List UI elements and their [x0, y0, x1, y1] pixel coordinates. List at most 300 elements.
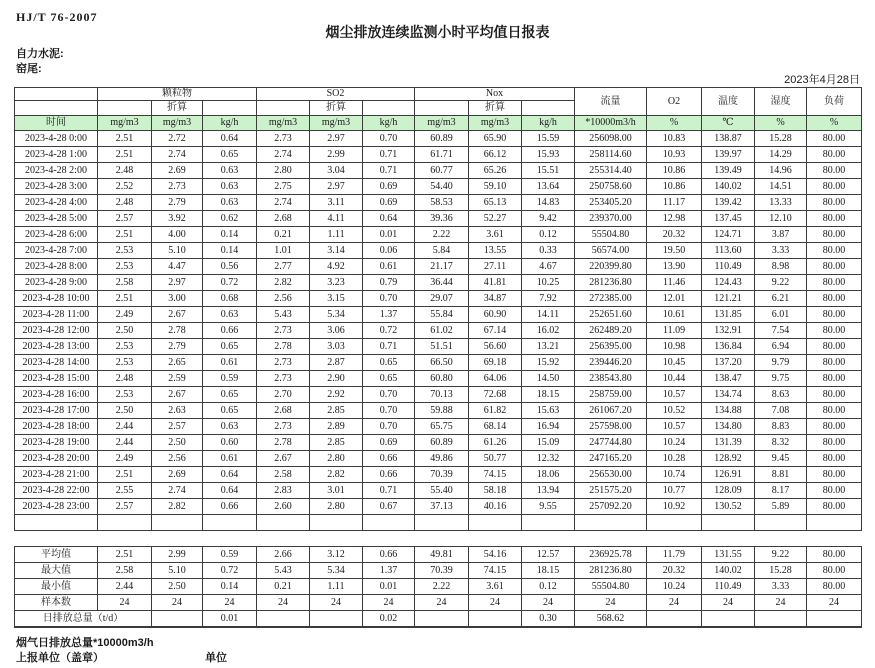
reporting-unit-stamp-label: 上报单位（盖章） [16, 652, 104, 664]
value-cell: 250758.60 [575, 179, 647, 195]
unit-cell: kg/h [203, 116, 257, 131]
value-cell: 80.00 [807, 179, 862, 195]
value-cell: 0.70 [363, 403, 415, 419]
value-cell: 140.02 [702, 179, 755, 195]
value-cell: 2.50 [98, 323, 152, 339]
value-cell: 0.56 [203, 259, 257, 275]
summary-value-cell: 5.43 [257, 563, 310, 579]
daily-total-label: 日排放总量（t/d） [15, 611, 152, 628]
value-cell: 2.50 [98, 403, 152, 419]
value-cell: 51.51 [415, 339, 469, 355]
value-cell: 80.00 [807, 435, 862, 451]
unit-cell: mg/m3 [415, 116, 469, 131]
summary-value-cell: 24 [203, 595, 257, 611]
value-cell: 256395.00 [575, 339, 647, 355]
value-cell: 80.00 [807, 403, 862, 419]
value-cell: 9.42 [522, 211, 575, 227]
table-row [15, 131, 862, 147]
table-row [15, 371, 862, 387]
value-cell: 21.17 [415, 259, 469, 275]
value-cell: 80.00 [807, 147, 862, 163]
summary-value-cell: 20.32 [647, 563, 702, 579]
value-cell: 2.50 [152, 435, 203, 451]
value-cell: 3.00 [152, 291, 203, 307]
value-cell: 10.25 [522, 275, 575, 291]
summary-value-cell: 2.58 [98, 563, 152, 579]
value-cell: 0.01 [363, 227, 415, 243]
unit-label: 单位 [205, 652, 228, 664]
summary-value-cell: 49.81 [415, 547, 469, 563]
value-cell: 252651.60 [575, 307, 647, 323]
table-row [15, 467, 862, 483]
value-cell: 14.83 [522, 195, 575, 211]
value-cell: 2.74 [257, 195, 310, 211]
value-cell: 261067.20 [575, 403, 647, 419]
value-cell: 2.89 [310, 419, 363, 435]
time-cell: 2023-4-28 14:00 [15, 355, 98, 371]
time-cell: 2023-4-28 16:00 [15, 387, 98, 403]
summary-label: 最小值 [15, 579, 98, 595]
value-cell: 10.45 [647, 355, 702, 371]
unit-cell: mg/m3 [98, 116, 152, 131]
value-cell: 61.71 [415, 147, 469, 163]
value-cell: 11.46 [647, 275, 702, 291]
value-cell: 0.63 [203, 179, 257, 195]
value-cell: 10.93 [647, 147, 702, 163]
summary-label: 最大值 [15, 563, 98, 579]
value-cell: 13.21 [522, 339, 575, 355]
value-cell: 2.65 [152, 355, 203, 371]
summary-value-cell: 55504.80 [575, 579, 647, 595]
value-cell: 54.40 [415, 179, 469, 195]
table-row [15, 275, 862, 291]
value-cell: 18.15 [522, 387, 575, 403]
value-cell: 0.70 [363, 387, 415, 403]
table-row [15, 483, 862, 499]
value-cell: 0.65 [363, 355, 415, 371]
time-cell: 2023-4-28 18:00 [15, 419, 98, 435]
value-cell: 247165.20 [575, 451, 647, 467]
value-cell: 15.09 [522, 435, 575, 451]
value-cell: 2.53 [98, 243, 152, 259]
summary-value-cell: 24 [469, 595, 522, 611]
summary-value-cell: 74.15 [469, 563, 522, 579]
value-cell: 10.57 [647, 387, 702, 403]
daily-total-cell: 0.02 [363, 611, 415, 628]
value-cell: 2.48 [98, 195, 152, 211]
value-cell: 6.01 [755, 307, 807, 323]
value-cell: 132.91 [702, 323, 755, 339]
value-cell: 0.14 [203, 227, 257, 243]
value-cell: 0.71 [363, 339, 415, 355]
empty-cell [15, 515, 98, 531]
value-cell: 0.12 [522, 227, 575, 243]
summary-value-cell: 131.55 [702, 547, 755, 563]
value-cell: 2.22 [415, 227, 469, 243]
value-cell: 7.92 [522, 291, 575, 307]
time-cell: 2023-4-28 8:00 [15, 259, 98, 275]
value-cell: 2.53 [98, 339, 152, 355]
unit-cell: % [647, 116, 702, 131]
value-cell: 0.69 [363, 179, 415, 195]
daily-total-cell [469, 611, 522, 628]
value-cell: 18.06 [522, 467, 575, 483]
summary-row [15, 595, 862, 611]
value-cell: 2.68 [257, 211, 310, 227]
empty-cell [257, 101, 310, 116]
value-cell: 5.89 [755, 499, 807, 515]
value-cell: 2.73 [152, 179, 203, 195]
summary-value-cell: 80.00 [807, 579, 862, 595]
value-cell: 3.92 [152, 211, 203, 227]
col-temperature: 温度 [702, 88, 755, 116]
value-cell: 2.44 [98, 419, 152, 435]
value-cell: 10.77 [647, 483, 702, 499]
value-cell: 139.97 [702, 147, 755, 163]
daily-total-cell [257, 611, 310, 628]
summary-label: 样本数 [15, 595, 98, 611]
value-cell: 10.44 [647, 371, 702, 387]
summary-value-cell: 24 [522, 595, 575, 611]
value-cell: 80.00 [807, 323, 862, 339]
daily-total-cell [152, 611, 203, 628]
flue-gas-total-note: 烟气日排放总量*10000m3/h [16, 637, 154, 649]
value-cell: 0.60 [203, 435, 257, 451]
value-cell: 80.00 [807, 195, 862, 211]
summary-value-cell: 24 [807, 595, 862, 611]
value-cell: 136.84 [702, 339, 755, 355]
table-row [15, 339, 862, 355]
time-cell: 2023-4-28 22:00 [15, 483, 98, 499]
company-name: 自力水泥: [16, 48, 64, 60]
value-cell: 12.01 [647, 291, 702, 307]
value-cell: 29.07 [415, 291, 469, 307]
value-cell: 5.84 [415, 243, 469, 259]
col-group-particulate: 颗粒物 [98, 88, 257, 101]
unit-cell: *10000m3/h [575, 116, 647, 131]
value-cell: 128.92 [702, 451, 755, 467]
summary-value-cell: 2.22 [415, 579, 469, 595]
unit-cell: mg/m3 [257, 116, 310, 131]
value-cell: 2.53 [98, 259, 152, 275]
value-cell: 14.51 [755, 179, 807, 195]
table-row [15, 163, 862, 179]
page-title: 烟尘排放连续监测小时平均值日报表 [325, 24, 550, 40]
value-cell: 12.98 [647, 211, 702, 227]
value-cell: 80.00 [807, 211, 862, 227]
daily-total-cell [415, 611, 469, 628]
value-cell: 80.00 [807, 243, 862, 259]
summary-value-cell: 24 [575, 595, 647, 611]
header-row-units [15, 116, 862, 131]
value-cell: 10.52 [647, 403, 702, 419]
col-o2: O2 [647, 88, 702, 116]
value-cell: 10.86 [647, 179, 702, 195]
daily-total-row [15, 611, 862, 628]
time-cell: 2023-4-28 9:00 [15, 275, 98, 291]
col-humidity: 湿度 [755, 88, 807, 116]
value-cell: 3.03 [310, 339, 363, 355]
value-cell: 68.14 [469, 419, 522, 435]
value-cell: 0.14 [203, 243, 257, 259]
value-cell: 0.63 [203, 307, 257, 323]
value-cell: 2.73 [257, 355, 310, 371]
value-cell: 10.57 [647, 419, 702, 435]
time-cell: 2023-4-28 10:00 [15, 291, 98, 307]
time-cell: 2023-4-28 21:00 [15, 467, 98, 483]
value-cell: 134.74 [702, 387, 755, 403]
converted-label-pm: 折算 [152, 101, 203, 116]
summary-value-cell: 236925.78 [575, 547, 647, 563]
unit-cell: mg/m3 [310, 116, 363, 131]
value-cell: 2.51 [98, 147, 152, 163]
value-cell: 60.89 [415, 131, 469, 147]
value-cell: 2.69 [152, 163, 203, 179]
value-cell: 272385.00 [575, 291, 647, 307]
summary-value-cell: 0.14 [203, 579, 257, 595]
value-cell: 40.16 [469, 499, 522, 515]
value-cell: 281236.80 [575, 275, 647, 291]
value-cell: 2.53 [98, 355, 152, 371]
value-cell: 14.29 [755, 147, 807, 163]
value-cell: 2.70 [257, 387, 310, 403]
value-cell: 2.80 [310, 499, 363, 515]
value-cell: 58.53 [415, 195, 469, 211]
time-cell: 2023-4-28 23:00 [15, 499, 98, 515]
value-cell: 11.09 [647, 323, 702, 339]
value-cell: 257598.00 [575, 419, 647, 435]
daily-total-cell [310, 611, 363, 628]
value-cell: 13.94 [522, 483, 575, 499]
summary-value-cell: 5.34 [310, 563, 363, 579]
summary-value-cell: 0.72 [203, 563, 257, 579]
value-cell: 3.01 [310, 483, 363, 499]
summary-value-cell: 2.51 [98, 547, 152, 563]
value-cell: 2.67 [257, 451, 310, 467]
value-cell: 128.09 [702, 483, 755, 499]
value-cell: 19.50 [647, 243, 702, 259]
empty-cell [363, 515, 415, 531]
summary-table [14, 546, 862, 628]
table-row [15, 259, 862, 275]
value-cell: 2.73 [257, 323, 310, 339]
summary-value-cell: 0.01 [363, 579, 415, 595]
value-cell: 0.69 [363, 435, 415, 451]
value-cell: 80.00 [807, 371, 862, 387]
table-row [15, 291, 862, 307]
summary-value-cell: 24 [98, 595, 152, 611]
value-cell: 0.65 [203, 147, 257, 163]
value-cell: 0.70 [363, 419, 415, 435]
value-cell: 126.91 [702, 467, 755, 483]
value-cell: 2.79 [152, 339, 203, 355]
value-cell: 65.13 [469, 195, 522, 211]
value-cell: 0.64 [203, 467, 257, 483]
value-cell: 0.21 [257, 227, 310, 243]
value-cell: 10.28 [647, 451, 702, 467]
value-cell: 0.71 [363, 147, 415, 163]
value-cell: 2.99 [310, 147, 363, 163]
value-cell: 2.82 [310, 467, 363, 483]
value-cell: 2.68 [257, 403, 310, 419]
summary-rows [15, 547, 862, 628]
value-cell: 2.57 [98, 211, 152, 227]
value-cell: 10.92 [647, 499, 702, 515]
empty-cell [257, 515, 310, 531]
blank-row [15, 515, 862, 531]
table-row [15, 179, 862, 195]
summary-value-cell: 11.79 [647, 547, 702, 563]
value-cell: 0.66 [203, 323, 257, 339]
value-cell: 60.80 [415, 371, 469, 387]
time-cell: 2023-4-28 5:00 [15, 211, 98, 227]
table-row [15, 451, 862, 467]
table-row [15, 147, 862, 163]
value-cell: 80.00 [807, 275, 862, 291]
summary-value-cell: 12.57 [522, 547, 575, 563]
unit-cell: kg/h [522, 116, 575, 131]
value-cell: 0.64 [363, 211, 415, 227]
empty-cell [98, 515, 152, 531]
summary-row [15, 563, 862, 579]
value-cell: 247744.80 [575, 435, 647, 451]
value-cell: 2.97 [310, 131, 363, 147]
value-cell: 70.39 [415, 467, 469, 483]
empty-cell [702, 515, 755, 531]
time-cell: 2023-4-28 13:00 [15, 339, 98, 355]
value-cell: 15.63 [522, 403, 575, 419]
value-cell: 2.59 [152, 371, 203, 387]
summary-value-cell: 0.21 [257, 579, 310, 595]
time-cell: 2023-4-28 2:00 [15, 163, 98, 179]
value-cell: 3.14 [310, 243, 363, 259]
summary-value-cell: 5.10 [152, 563, 203, 579]
value-cell: 9.22 [755, 275, 807, 291]
value-cell: 80.00 [807, 451, 862, 467]
value-cell: 0.66 [203, 499, 257, 515]
value-cell: 65.26 [469, 163, 522, 179]
value-cell: 2.77 [257, 259, 310, 275]
value-cell: 80.00 [807, 467, 862, 483]
value-cell: 137.20 [702, 355, 755, 371]
value-cell: 15.28 [755, 131, 807, 147]
value-cell: 10.24 [647, 435, 702, 451]
empty-cell [755, 515, 807, 531]
summary-value-cell: 24 [647, 595, 702, 611]
value-cell: 258759.00 [575, 387, 647, 403]
summary-value-cell: 24 [152, 595, 203, 611]
value-cell: 61.02 [415, 323, 469, 339]
time-cell: 2023-4-28 6:00 [15, 227, 98, 243]
value-cell: 58.18 [469, 483, 522, 499]
summary-value-cell: 24 [755, 595, 807, 611]
value-cell: 0.61 [203, 451, 257, 467]
value-cell: 2.58 [257, 467, 310, 483]
value-cell: 80.00 [807, 307, 862, 323]
value-cell: 2.51 [98, 291, 152, 307]
value-cell: 9.55 [522, 499, 575, 515]
summary-value-cell: 1.11 [310, 579, 363, 595]
value-cell: 13.90 [647, 259, 702, 275]
value-cell: 220399.80 [575, 259, 647, 275]
value-cell: 59.88 [415, 403, 469, 419]
summary-value-cell: 0.66 [363, 547, 415, 563]
value-cell: 80.00 [807, 387, 862, 403]
summary-value-cell: 10.24 [647, 579, 702, 595]
summary-value-cell: 2.66 [257, 547, 310, 563]
value-cell: 12.32 [522, 451, 575, 467]
summary-value-cell: 0.12 [522, 579, 575, 595]
value-cell: 134.80 [702, 419, 755, 435]
summary-label: 平均值 [15, 547, 98, 563]
value-cell: 2.51 [98, 467, 152, 483]
value-cell: 15.59 [522, 131, 575, 147]
value-cell: 2.56 [152, 451, 203, 467]
time-cell: 2023-4-28 17:00 [15, 403, 98, 419]
main-data-table [14, 87, 862, 531]
value-cell: 2.74 [152, 147, 203, 163]
value-cell: 2.82 [152, 499, 203, 515]
value-cell: 2.73 [257, 131, 310, 147]
value-cell: 14.11 [522, 307, 575, 323]
empty-cell [203, 515, 257, 531]
value-cell: 8.63 [755, 387, 807, 403]
summary-value-cell: 9.22 [755, 547, 807, 563]
value-cell: 4.92 [310, 259, 363, 275]
table-row [15, 435, 862, 451]
value-cell: 72.68 [469, 387, 522, 403]
daily-total-cell [755, 611, 807, 628]
summary-value-cell: 24 [415, 595, 469, 611]
value-cell: 2.60 [257, 499, 310, 515]
time-cell: 2023-4-28 20:00 [15, 451, 98, 467]
value-cell: 2.78 [257, 339, 310, 355]
value-cell: 9.45 [755, 451, 807, 467]
summary-row [15, 579, 862, 595]
value-cell: 2.92 [310, 387, 363, 403]
col-flow: 流量 [575, 88, 647, 116]
time-cell: 2023-4-28 12:00 [15, 323, 98, 339]
value-cell: 2.74 [152, 483, 203, 499]
value-cell: 4.47 [152, 259, 203, 275]
summary-value-cell: 281236.80 [575, 563, 647, 579]
value-cell: 3.15 [310, 291, 363, 307]
value-cell: 5.34 [310, 307, 363, 323]
daily-total-cell [807, 611, 862, 628]
table-row [15, 211, 862, 227]
value-cell: 34.87 [469, 291, 522, 307]
value-cell: 2.80 [257, 163, 310, 179]
value-cell: 2.74 [257, 147, 310, 163]
value-cell: 59.10 [469, 179, 522, 195]
table-row [15, 243, 862, 259]
monitor-location: 窑尾: [16, 63, 42, 75]
value-cell: 49.86 [415, 451, 469, 467]
col-group-nox: Nox [415, 88, 575, 101]
value-cell: 138.47 [702, 371, 755, 387]
value-cell: 138.87 [702, 131, 755, 147]
standard-code: HJ/T 76-2007 [16, 10, 98, 24]
header-row-groups [15, 88, 862, 101]
summary-value-cell: 24 [702, 595, 755, 611]
table-row [15, 195, 862, 211]
value-cell: 2.73 [257, 371, 310, 387]
value-cell: 6.21 [755, 291, 807, 307]
value-cell: 139.49 [702, 163, 755, 179]
value-cell: 0.33 [522, 243, 575, 259]
value-cell: 3.06 [310, 323, 363, 339]
empty-cell [415, 515, 469, 531]
